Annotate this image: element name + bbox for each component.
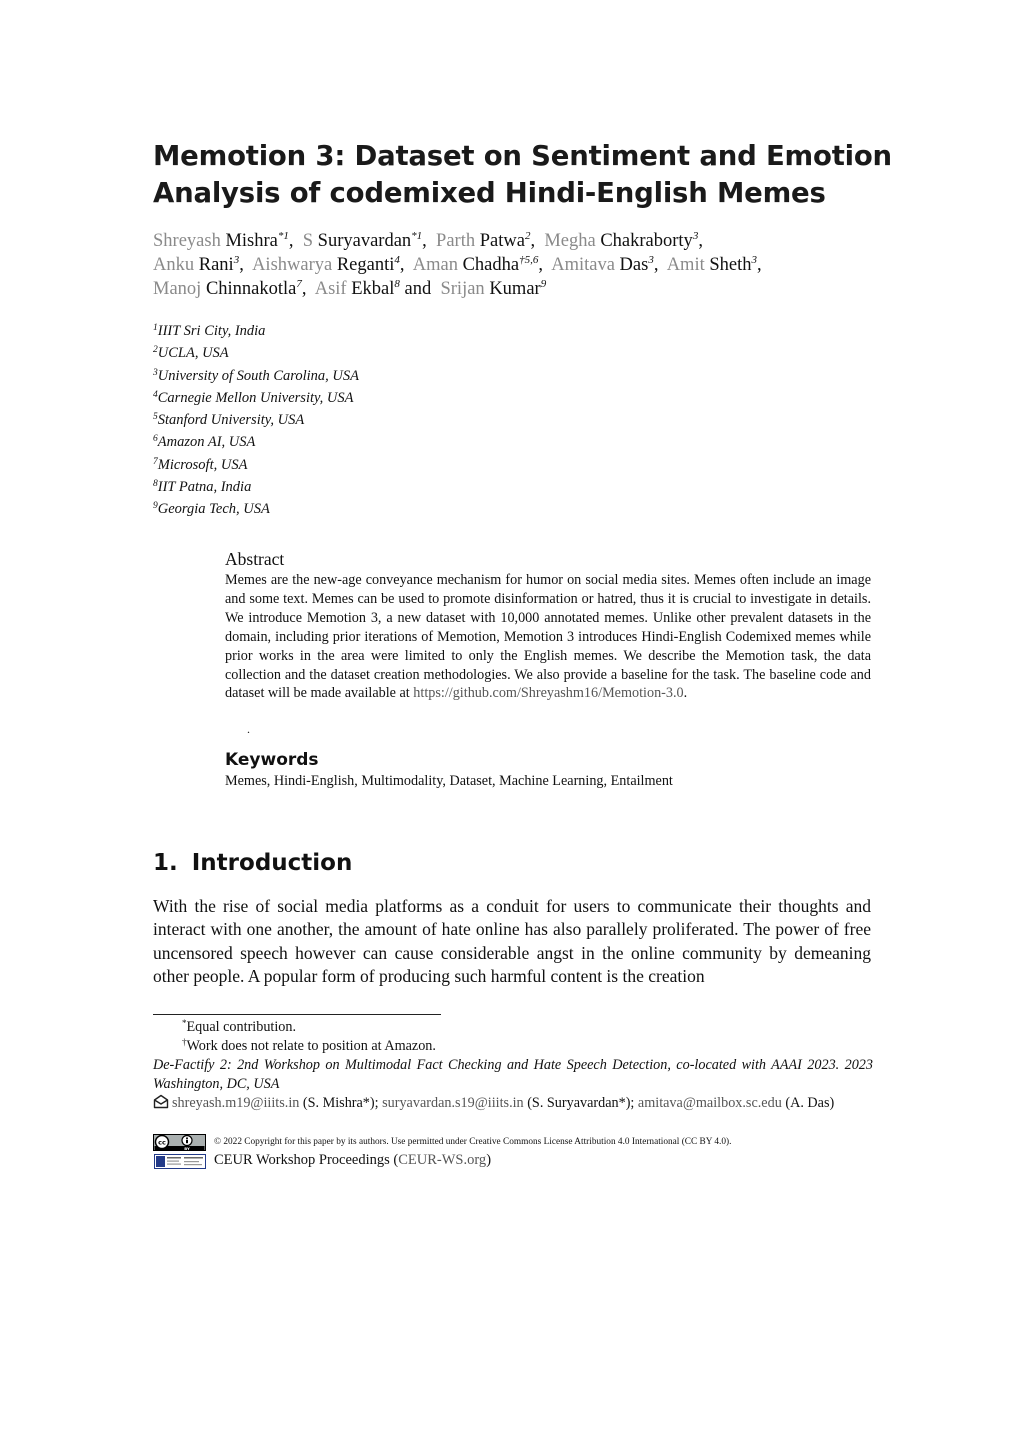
email-line: shreyash.m19@iiits.in (S. Mishra*); suryavardan.s19@iiits.in (S. Suryavardan*); amitava@mailbox.sc.edu (A. Das) — [153, 1094, 873, 1113]
keywords — [225, 749, 871, 791]
stray-dot: . — [247, 722, 250, 736]
affiliation: $^9$Georgia Tech, USA — [153, 501, 270, 518]
affiliation: $^1$IIIT Sri City, India — [153, 323, 266, 339]
author: S Suryavardan$^{*1}$ — [302, 230, 423, 251]
affiliation: $^7$Microsoft, USA — [153, 456, 248, 473]
author: Srijan Kumar$^9$ — [440, 278, 547, 299]
author: Shreyash Mishra$^{*1}$ — [153, 230, 289, 251]
email-link-das[interactable]: amitava@mailbox.sc.edu — [637, 1095, 782, 1111]
abstract-text: Memes are the new-age conveyance mechanism for humor on social media sites. Memes often include an image and some text. Memes can be used to promote disinformation or hatred, thus it is crucial to investigate in details. We introduce Memotion 3, a new dataset with 10,000 annotated memes. Unlike other prevalent datasets in the domain, including prior iterations of Memotion, Memotion 3 introduces Hindi-English Codemixed memes while prior works in the area were limited to only the English memes. We describe the Memotion task, the data collection and the dataset creation methodologies. We also provide a baseline for the task. The baseline code and dataset will be made available at https://github.com/Shreyashm16/Memotion-3.0. — [225, 572, 871, 702]
email-link-mishra[interactable]: shreyash.m19@iiits.in — [172, 1095, 300, 1111]
author: Amit Sheth$^3$ — [666, 254, 757, 275]
copyright-notice: © 2022 Copyright for this paper by its authors. Use permitted under Creative Commons License Attribution 4.0 International (CC BY 4.0). — [214, 1137, 732, 1147]
footnote-rule — [153, 1014, 441, 1015]
affiliation: $^8$IIT Patna, India — [153, 479, 252, 496]
keywords-text: Memes, Hindi-English, Multimodality, Dataset, Machine Learning, Entailment — [225, 773, 673, 789]
ceur-proceedings: CEUR Workshop Proceedings (CEUR-WS.org) — [214, 1152, 492, 1168]
email-link-suryavardan[interactable]: suryavardan.s19@iiits.in — [382, 1095, 524, 1111]
cc-by-label: BY — [184, 1145, 190, 1151]
section-number: 1. — [153, 850, 178, 876]
author: Asif Ekbal$^8$ — [314, 278, 400, 299]
author: Amitava Das$^3$ — [551, 254, 654, 275]
keywords-heading: Keywords — [225, 750, 319, 770]
footnote-equal: *Equal contribution. — [182, 1018, 297, 1035]
affiliation: $^2$UCLA, USA — [153, 345, 229, 362]
author: Anku Rani$^3$ — [153, 254, 240, 275]
title-line-2: Analysis of codemixed Hindi-English Memes — [153, 177, 826, 209]
affiliation: $^5$Stanford University, USA — [153, 412, 305, 429]
venue-note: De-Factify 2: 2nd Workshop on Multimodal Fact Checking and Hate Speech Detection, co-located with AAAI 2023. 2023 Washington, DC, USA — [153, 1057, 873, 1092]
section-heading — [153, 848, 352, 878]
intro-paragraph: With the rise of social media platforms as a conduit for users to communicate their thoughts and interact with one another, the amount of hate online has also parallely proliferated. The power of free uncensored speech however can cause considerable angst in the online community by demeaning other people. A popular form of producing such harmful content is the creation — [153, 896, 871, 986]
author-line-1: Shreyash Mishra$^{*1}$, S Suryavardan$^{*1}$, Parth Patwa$^2$, Megha Chakraborty$^3$, — [153, 230, 703, 251]
author-conjunction: and — [404, 279, 432, 299]
ceur-link[interactable]: CEUR-WS.org — [398, 1152, 487, 1168]
footnote-work: †Work does not relate to position at Amazon. — [182, 1037, 436, 1054]
affiliation: $^3$University of South Carolina, USA — [153, 367, 359, 384]
cc-by-license-icon — [153, 1134, 206, 1151]
author: Megha Chakraborty$^3$ — [544, 230, 699, 251]
affiliation-list — [153, 320, 359, 521]
author: Parth Patwa$^2$ — [436, 230, 531, 251]
paper-title — [153, 138, 892, 212]
author-line-2: Anku Rani$^3$, Aishwarya Reganti$^4$, Aman Chadha$^{\dagger 5,6}$, Amitava Das$^3$, Amit Sheth$^3$, — [153, 254, 762, 275]
author-list — [153, 229, 883, 301]
abstract-heading: Abstract — [225, 549, 285, 569]
envelope-icon — [153, 1094, 169, 1109]
section-title: Introduction — [191, 850, 353, 876]
author: Aishwarya Reganti$^4$ — [252, 254, 400, 275]
author: Manoj Chinnakotla$^7$ — [153, 278, 302, 299]
footnotes — [153, 1018, 873, 1113]
author-line-3: Manoj Chinnakotla$^7$, Asif Ekbal$^8$ and Srijan Kumar$^9$ — [153, 278, 547, 299]
abstract — [225, 548, 871, 703]
author: Aman Chadha$^{\dagger 5,6}$ — [412, 254, 539, 275]
affiliation: $^4$Carnegie Mellon University, USA — [153, 389, 354, 406]
affiliation: $^6$Amazon AI, USA — [153, 434, 256, 451]
svg-text:cc: cc — [158, 1138, 166, 1147]
ceur-logo-icon — [154, 1154, 206, 1169]
title-line-1: Memotion 3: Dataset on Sentiment and Emotion — [153, 140, 892, 172]
github-link[interactable]: https://github.com/Shreyashm16/Memotion-3.0 — [413, 685, 684, 702]
